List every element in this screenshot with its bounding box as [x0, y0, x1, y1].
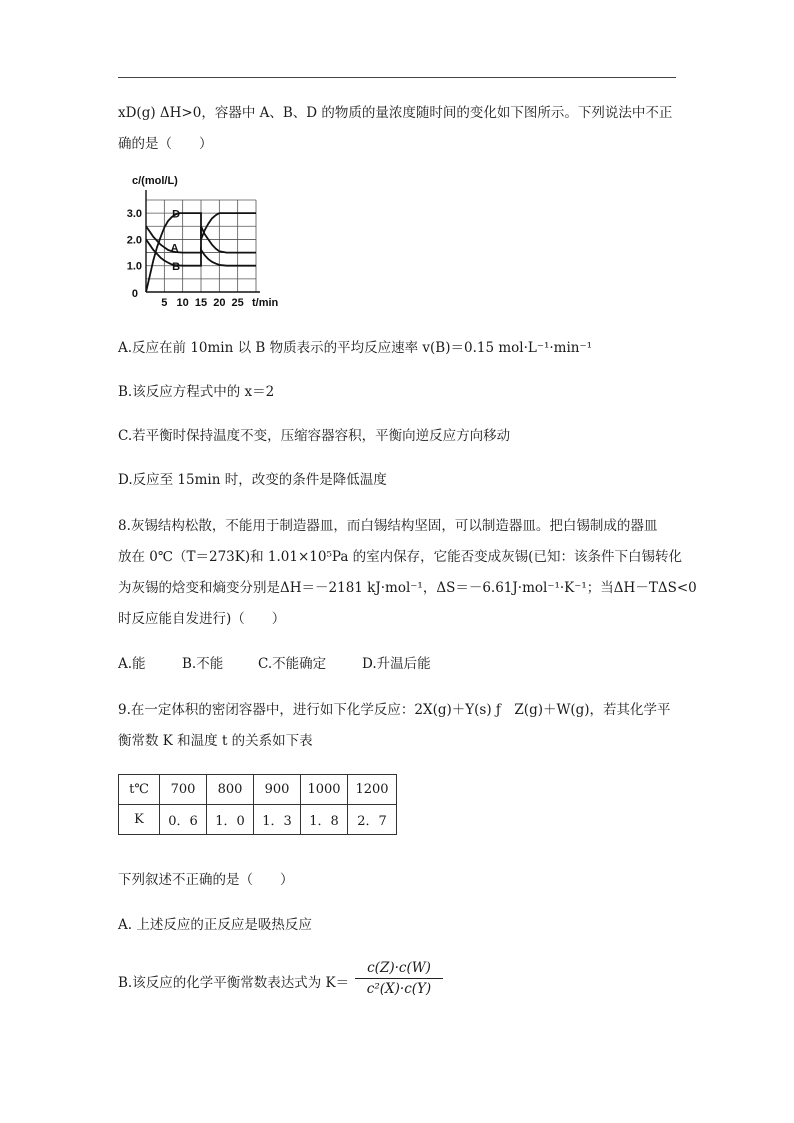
series-label-D: D	[172, 208, 181, 221]
q7-option-c: C.若平衡时保持温度不变，压缩容器容积，平衡向逆反应方向移动	[118, 428, 511, 444]
q9-line2: 衡常数 K 和温度 t 的关系如下表	[118, 733, 313, 749]
chart-svg	[118, 172, 288, 312]
y-tick-label: 1.0	[126, 260, 142, 273]
q8-option-c: C.不能确定	[258, 656, 327, 672]
table-cell: 800	[207, 775, 254, 805]
y-tick-label: 3.0	[126, 208, 142, 221]
table-cell: 700	[160, 775, 207, 805]
x-tick-label: 10	[176, 297, 189, 309]
table-cell: t℃	[119, 775, 160, 805]
concentration-time-chart	[118, 172, 288, 312]
q8-line3: 为灰锡的焓变和熵变分别是ΔH＝－2181 kJ·mol⁻¹，ΔS＝－6.61J·mol⁻¹·K⁻¹；当ΔH－TΔS<0	[118, 580, 697, 596]
q8-option-d: D.升温后能	[362, 656, 431, 672]
x-tick-label: 5	[161, 297, 168, 309]
table-cell: K	[119, 805, 160, 835]
q8-line1: 8.灰锡结构松散，不能用于制造器皿，而白锡结构坚固，可以制造器皿。把白锡制成的器皿	[118, 518, 658, 534]
table-cell: 1．3	[254, 805, 301, 835]
q8-option-a: A.能	[118, 656, 146, 672]
x-tick-label: 15	[194, 297, 208, 309]
table-cell: 1200	[348, 775, 397, 805]
fraction-denominator: c²(X)·c(Y)	[366, 981, 432, 997]
x-axis-label: t/min	[252, 297, 279, 309]
table-cell: 1．8	[301, 805, 348, 835]
header-rule	[118, 77, 676, 78]
q7-stem-line2: 确的是（ ）	[118, 136, 213, 152]
table-row	[119, 805, 397, 835]
q8-options	[118, 655, 431, 673]
q9-option-b: B.该反应的化学平衡常数表达式为 K＝	[118, 975, 350, 991]
q7-option-d: D.反应至 15min 时，改变的条件是降低温度	[118, 472, 387, 488]
x-tick-label: 25	[231, 297, 244, 309]
fraction-numerator: c(Z)·c(W)	[355, 960, 443, 979]
table-cell: 0．6	[160, 805, 207, 835]
q7-option-a: A.反应在前 10min 以 B 物质表示的平均反应速率 v(B)＝0.15 mol·L⁻¹·min⁻¹	[118, 340, 593, 356]
table-cell: 2．7	[348, 805, 397, 835]
q9-option-a: A. 上述反应的正反应是吸热反应	[118, 917, 312, 933]
origin-label: 0	[131, 288, 138, 300]
q9-prompt: 下列叙述不正确的是（ ）	[118, 872, 294, 888]
q9-line1: 9.在一定体积的密闭容器中，进行如下化学反应：2X(g)＋Y(s) ƒ Z(g)＋W(g)，若其化学平	[118, 702, 671, 718]
table-cell: 900	[254, 775, 301, 805]
q8-line4: 时反应能自发进行)（ ）	[118, 611, 286, 627]
q8-line2: 放在 0℃（T＝273K)和 1.01×10⁵Pa 的室内保存，它能否变成灰锡(已知：该条件下白锡转化	[118, 549, 682, 565]
q7-option-b: B.该反应方程式中的 x＝2	[118, 384, 275, 400]
table-row	[119, 775, 397, 805]
table-cell: 1．0	[207, 805, 254, 835]
k-temperature-table	[118, 774, 397, 835]
y-axis-label: c/(mol/L)	[132, 175, 178, 187]
series-label-A: A	[170, 242, 179, 255]
table-cell: 1000	[301, 775, 348, 805]
y-tick-label: 2.0	[126, 234, 142, 247]
q8-option-b: B.不能	[182, 656, 224, 672]
series-label-B: B	[172, 261, 181, 274]
q7-stem-line1: xD(g) ΔH>0，容器中 A、B、D 的物质的量浓度随时间的变化如下图所示。下列说法中不正	[118, 105, 673, 121]
x-tick-label: 20	[213, 297, 226, 309]
equilibrium-constant-fraction	[355, 960, 443, 997]
